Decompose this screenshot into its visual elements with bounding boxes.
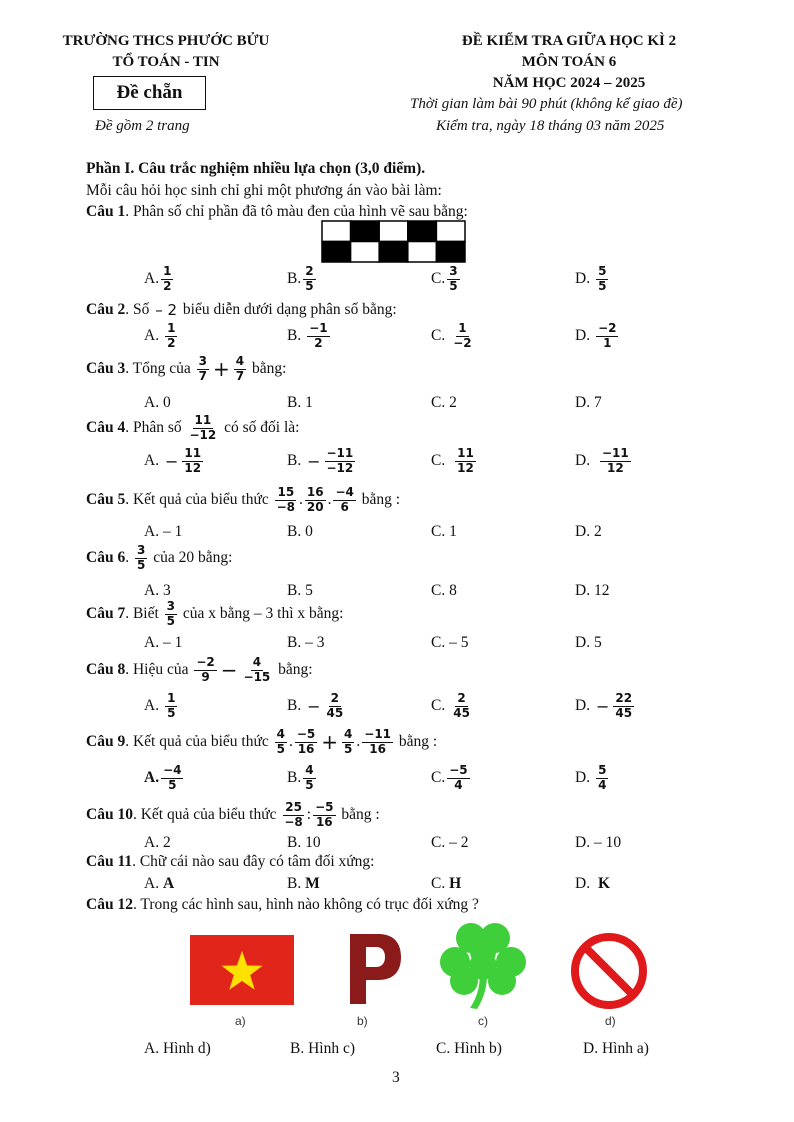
q6-option-a: A. 3 <box>144 582 171 599</box>
q3-option-c: C. 2 <box>431 394 457 411</box>
department-name: TỔ TOÁN - TIN <box>112 54 220 70</box>
question-2: Câu 2. Số – 2 biểu diễn dưới dạng phân số bằng: <box>86 301 397 320</box>
q12-option-c: C. Hình b) <box>436 1040 502 1057</box>
q10-option-d: D. – 10 <box>575 834 622 851</box>
q3-option-b: B. 1 <box>287 394 313 411</box>
q9-option-c: C. $\frac{-5}{4}$ <box>431 763 468 792</box>
q11-option-c: C. H <box>431 875 462 892</box>
q12-option-b: B. Hình c) <box>290 1040 356 1057</box>
q9-option-a: A. $\frac{-4}{5}$ <box>144 763 182 792</box>
grid-cell <box>408 242 437 263</box>
school-name: TRƯỜNG THCS PHƯỚC BỬU <box>62 33 270 49</box>
question-11: Câu 11. Chữ cái nào sau đây có tâm đối xứng: <box>86 853 375 870</box>
grid-cell <box>436 221 465 242</box>
q5-option-c: C. 1 <box>431 523 457 540</box>
q8-option-a: A. $\frac{1}{5}$ <box>144 691 176 720</box>
question-text: . Phân số chỉ phần đã tô màu đen của hình vẽ sau bằng: <box>125 203 468 220</box>
q4-option-b: B. − $\frac{-11}{-12}$ <box>287 446 354 475</box>
q11-option-b: B. M <box>287 875 320 892</box>
q10-option-a: A. 2 <box>144 834 171 851</box>
question-3: Câu 3. Tổng của $\frac{3}{7}$ + $\frac{4}{7}$ bằng: <box>86 354 287 383</box>
q2-option-a: A. $\frac{1}{2}$ <box>144 321 176 350</box>
figure-a-label: a) <box>235 1014 246 1028</box>
q6-option-b: B. 5 <box>287 582 313 599</box>
q7-option-c: C. – 5 <box>431 634 469 651</box>
question-6: Câu 6. $\frac{3}{5}$ của 20 bằng: <box>86 543 233 572</box>
q1-option-d: D. $\frac{5}{5}$ <box>575 264 607 293</box>
q9-option-b: B. $\frac{4}{5}$ <box>287 763 314 792</box>
question-5: Câu 5. Kết quả của biểu thức $\frac{15}{-8}$ . $\frac{16}{20}$ . $\frac{-4}{6}$ bằng : <box>86 485 401 514</box>
vietnam-flag-icon <box>190 935 294 1005</box>
grid-cell <box>408 221 437 242</box>
q7-option-d: D. 5 <box>575 634 602 651</box>
q8-option-c: C. $\frac{2}{45}$ <box>431 691 470 720</box>
checkerboard-figure <box>321 220 466 263</box>
q6-option-d: D. 12 <box>575 582 610 599</box>
flag-star <box>190 935 294 1005</box>
question-label: Câu 1 <box>86 203 126 220</box>
question-8: Câu 8. Hiệu của $\frac{-2}{9}$ − $\frac{4}{-15}$ bằng: <box>86 655 313 684</box>
school-year: NĂM HỌC 2024 – 2025 <box>492 75 646 91</box>
q4-option-d: D. $\frac{-11}{12}$ <box>575 446 629 475</box>
grid-cell <box>322 221 351 242</box>
exam-code-box <box>93 76 206 110</box>
time-note: Thời gian làm bài 90 phút (không kể giao đề) <box>410 96 683 112</box>
grid-cell <box>322 242 351 263</box>
grid-cell <box>379 221 408 242</box>
grid-cell <box>351 221 380 242</box>
letter-p-icon <box>346 932 402 1006</box>
q1-option-a: A. $\frac{1}{2}$ <box>144 264 172 293</box>
figure-b-label: b) <box>357 1014 368 1028</box>
section-instruction: Mỗi câu hỏi học sinh chỉ ghi một phương án vào bài làm: <box>86 182 442 199</box>
q5-option-a: A. – 1 <box>144 523 183 540</box>
question-7: Câu 7. Biết $\frac{3}{5}$ của x bằng – 3 thì x bằng: <box>86 599 344 628</box>
q2-option-c: C. $\frac{1}{-2}$ <box>431 321 472 350</box>
q11-option-d: D. K <box>575 875 611 892</box>
question-1 <box>86 203 468 221</box>
q1-option-c: C. $\frac{3}{5}$ <box>431 264 458 293</box>
q7-option-b: B. – 3 <box>287 634 325 651</box>
q12-option-a: A. Hình d) <box>144 1040 211 1057</box>
question-9: Câu 9. Kết quả của biểu thức $\frac{4}{5}$ . $\frac{-5}{16}$ + $\frac{4}{5}$ . $\frac{-11}{16}$ bằng : <box>86 727 438 756</box>
q7-option-a: A. – 1 <box>144 634 183 651</box>
q4-option-a: A. − $\frac{11}{12}$ <box>144 446 202 475</box>
q10-option-c: C. – 2 <box>431 834 469 851</box>
date-note: Kiểm tra, ngày 18 tháng 03 năm 2025 <box>436 118 665 134</box>
q6-option-c: C. 8 <box>431 582 457 599</box>
q5-option-d: D. 2 <box>575 523 602 540</box>
q8-option-d: D. − $\frac{22}{45}$ <box>575 691 633 720</box>
figure-d-label: d) <box>605 1014 616 1028</box>
q12-option-d: D. Hình a) <box>583 1040 649 1057</box>
q1-option-b: B. $\frac{2}{5}$ <box>287 264 314 293</box>
q10-option-b: B. 10 <box>287 834 321 851</box>
q5-option-b: B. 0 <box>287 523 313 540</box>
q4-option-c: C. $\frac{11}{12}$ <box>431 446 474 475</box>
exam-subject: MÔN TOÁN 6 <box>521 54 617 70</box>
pages-note: Đề gồm 2 trang <box>95 118 190 134</box>
q3-option-d: D. 7 <box>575 394 602 411</box>
q2-option-b: B. $\frac{-1}{2}$ <box>287 321 328 350</box>
figure-c-label: c) <box>478 1014 488 1028</box>
q9-option-d: D. $\frac{5}{4}$ <box>575 763 607 792</box>
grid-cell <box>351 242 380 263</box>
question-4: Câu 4. Phân số $\frac{11}{-12}$ có số đối là: <box>86 413 300 442</box>
page-number: 3 <box>392 1069 400 1086</box>
q8-option-b: B. − $\frac{2}{45}$ <box>287 691 344 720</box>
q11-option-a: A. A <box>144 875 175 892</box>
q3-option-a: A. 0 <box>144 394 171 411</box>
q2-option-d: D. $\frac{-2}{1}$ <box>575 321 617 350</box>
exam-title: ĐỀ KIỂM TRA GIỮA HỌC KÌ 2 <box>461 33 677 49</box>
exam-code: Đề chẵn <box>116 82 183 103</box>
section-title: Phần I. Câu trắc nghiệm nhiều lựa chọn (3,0 điểm). <box>86 160 426 177</box>
grid-cell <box>436 242 465 263</box>
grid-cell <box>379 242 408 263</box>
prohibition-sign-icon <box>568 930 650 1012</box>
shamrock-icon <box>438 918 528 1010</box>
question-10: Câu 10. Kết quả của biểu thức $\frac{25}{-8}$ : $\frac{-5}{16}$ bằng : <box>86 800 380 829</box>
question-12: Câu 12. Trong các hình sau, hình nào không có trục đối xứng ? <box>86 896 479 913</box>
